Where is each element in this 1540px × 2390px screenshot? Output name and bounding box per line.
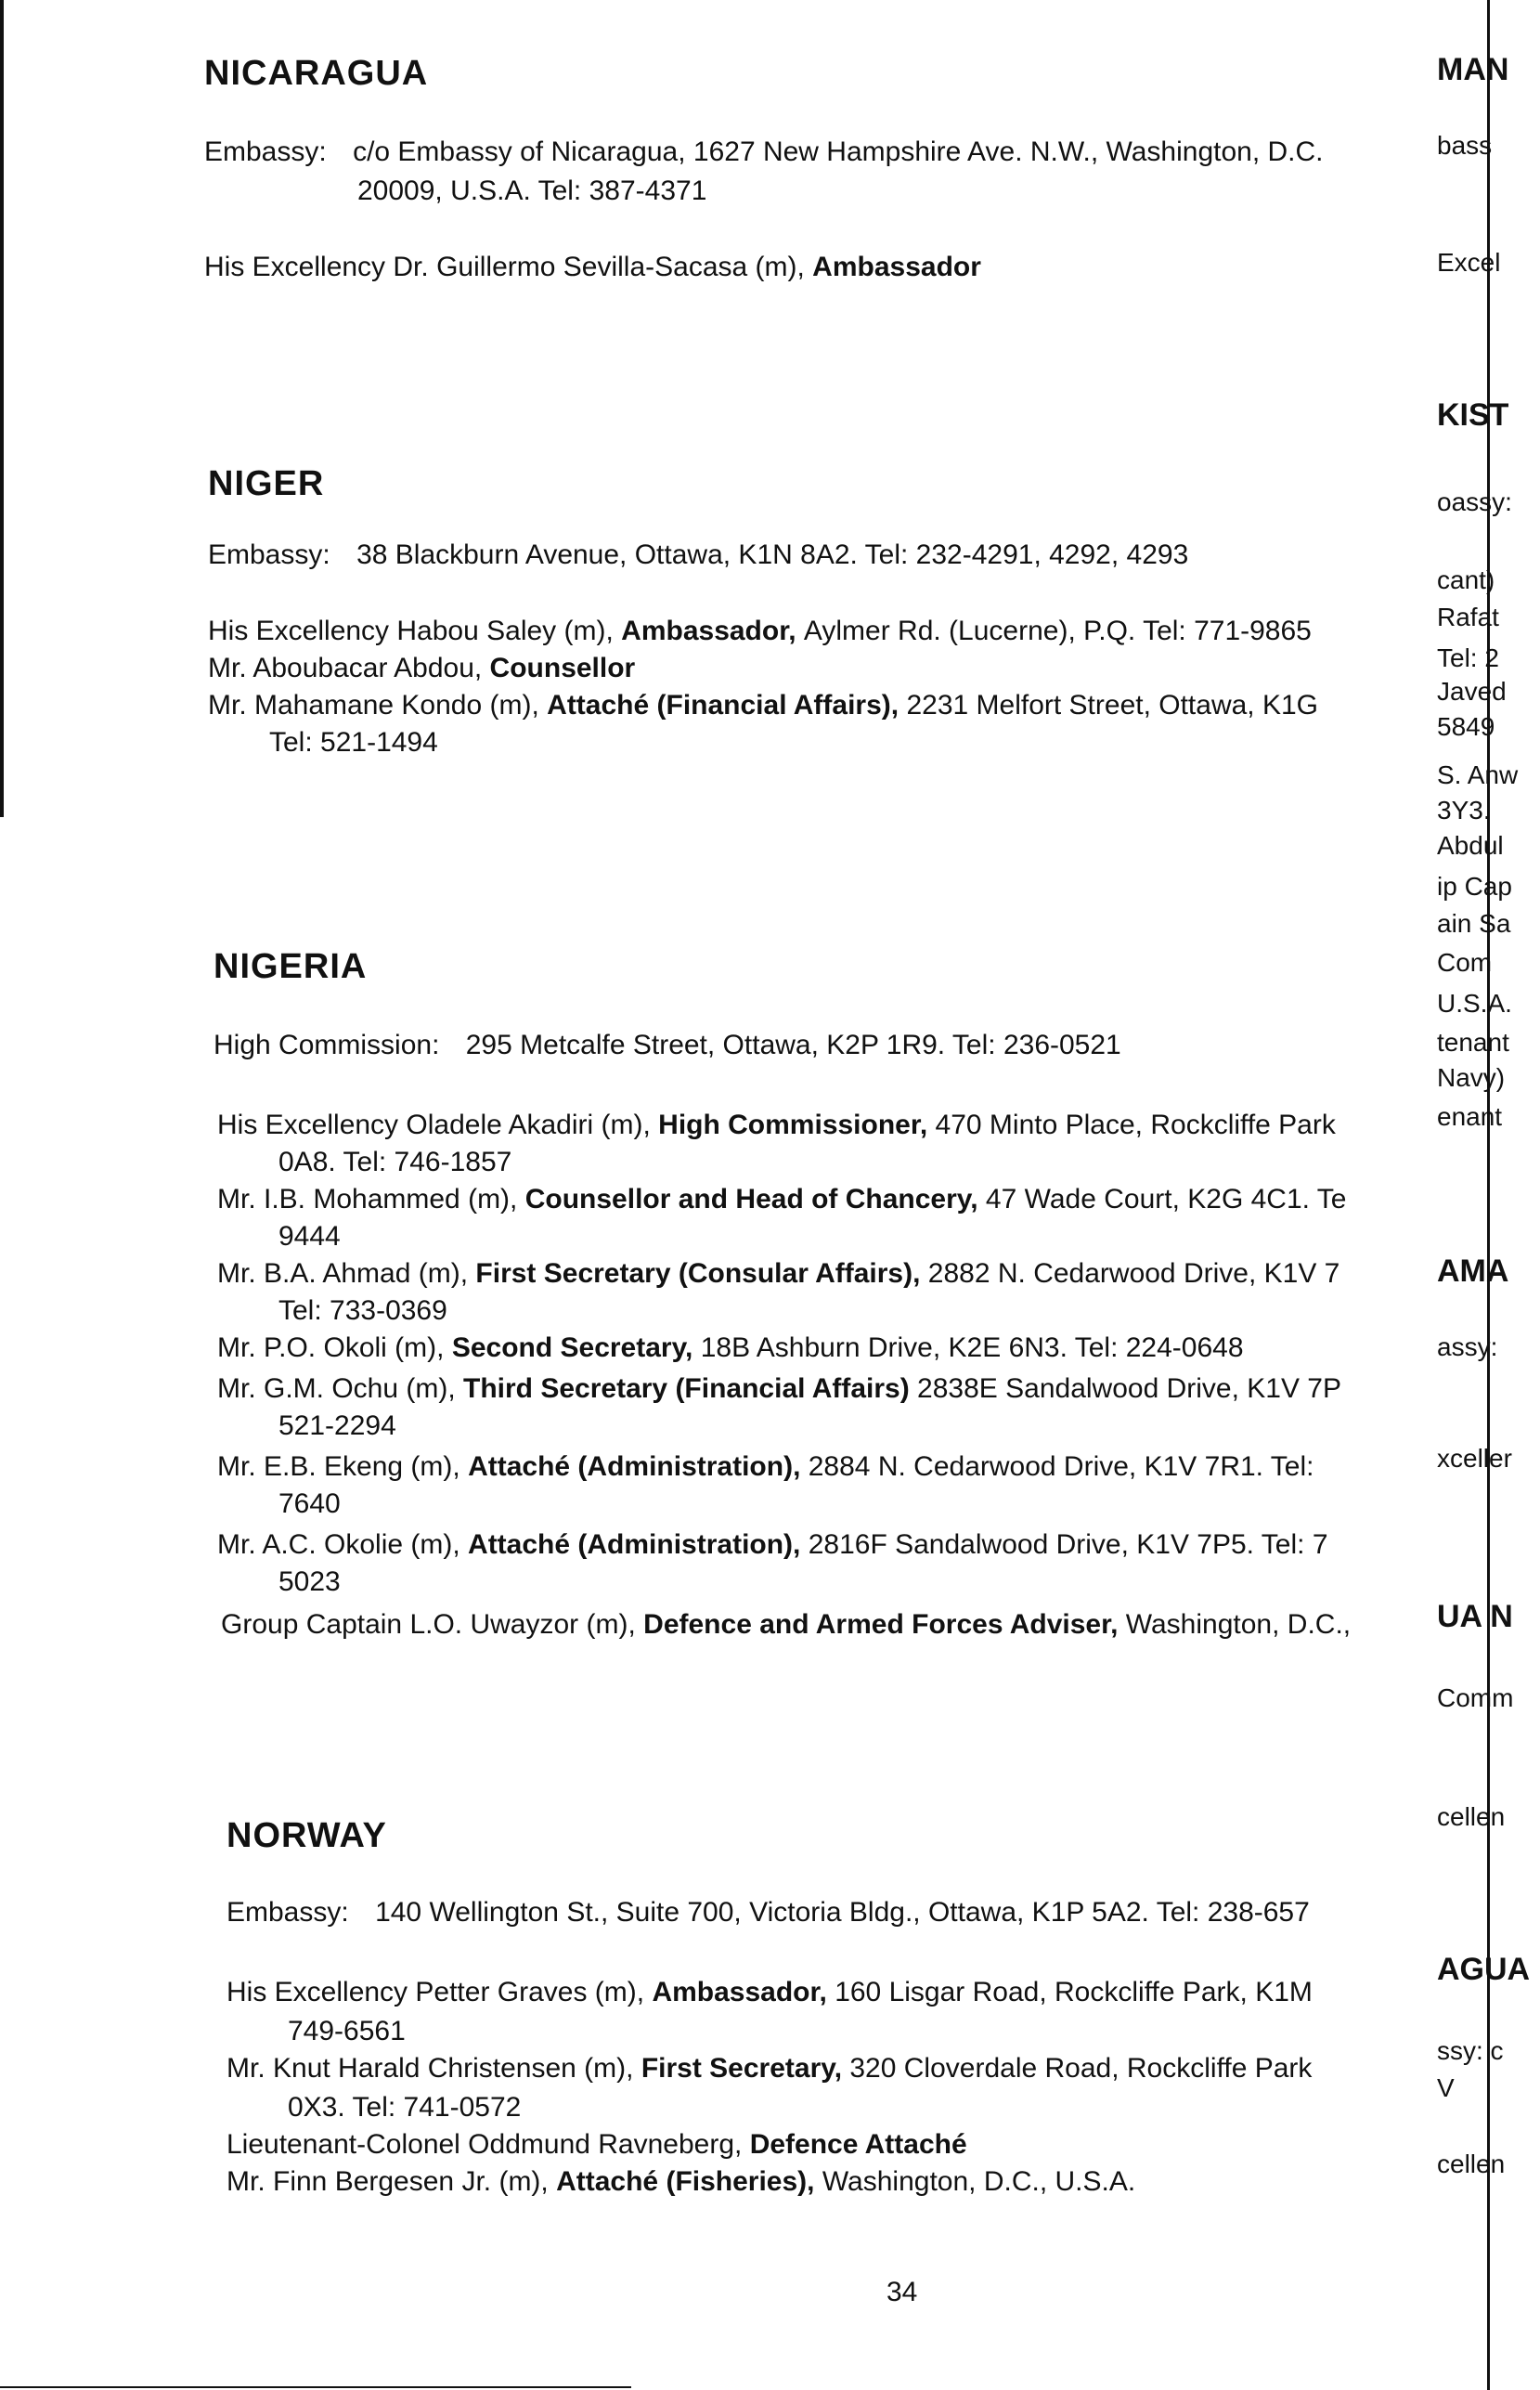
section-title-norway: NORWAY — [226, 1816, 387, 1855]
scan-edge-bottom — [0, 2386, 631, 2388]
edge-fragment: Javed — [1437, 677, 1507, 706]
staff-title: Attaché (Administration), — [468, 1451, 809, 1482]
edge-fragment: Abdul — [1437, 831, 1504, 860]
staff-details-continued: 0X3. Tel: 741-0572 — [288, 2092, 522, 2123]
nicaragua-embassy-line — [204, 134, 1324, 171]
staff-details: 2816F Sandalwood Drive, K1V 7P5. Tel: 7 — [808, 1529, 1328, 1560]
embassy-address: 140 Wellington St., Suite 700, Victoria Bldg., Ottawa, K1P 5A2. Tel: 238-657 — [375, 1897, 1310, 1928]
norway-embassy-line — [226, 1894, 1310, 1931]
staff-name: His Excellency Petter Graves (m), — [226, 1977, 653, 2007]
edge-fragment: V — [1437, 2073, 1455, 2102]
edge-fragment: U.S.A. — [1437, 989, 1512, 1018]
edge-fragment: cellen — [1437, 1802, 1506, 1831]
edge-fragment: enant — [1437, 1102, 1503, 1131]
embassy-label: Embassy: — [226, 1897, 349, 1928]
edge-fragment: Rafat — [1437, 603, 1499, 631]
staff-title: First Secretary (Consular Affairs), — [475, 1258, 928, 1289]
staff-title: Ambassador — [812, 252, 981, 282]
nigeria-staff-entry — [221, 1606, 1351, 1643]
nigeria-staff-entry — [217, 1107, 1336, 1144]
niger-embassy-line — [208, 537, 1188, 574]
edge-fragment: Com — [1437, 948, 1493, 977]
edge-fragment: AGUA — [1437, 1952, 1531, 1987]
niger-staff-entry — [208, 613, 1312, 650]
staff-title: Second Secretary, — [451, 1332, 701, 1363]
section-title-niger: NIGER — [208, 464, 325, 503]
edge-fragment: assy: — [1437, 1332, 1498, 1361]
staff-details: Aylmer Rd. (Lucerne), P.Q. Tel: 771-9865 — [803, 616, 1312, 646]
edge-fragment: cellen — [1437, 2150, 1506, 2178]
staff-details: 2884 N. Cedarwood Drive, K1V 7R1. Tel: — [808, 1451, 1314, 1482]
staff-title: First Secretary, — [641, 2053, 850, 2084]
embassy-label: Embassy: — [204, 136, 327, 167]
edge-fragment: ssy: c — [1437, 2036, 1504, 2065]
staff-name: His Excellency Oladele Akadiri (m), — [217, 1110, 659, 1140]
staff-title: Counsellor and Head of Chancery, — [524, 1184, 986, 1214]
commission-label: High Commission: — [214, 1030, 440, 1060]
staff-name: Lieutenant-Colonel Oddmund Ravneberg, — [226, 2129, 750, 2160]
nigeria-staff-entry — [217, 1330, 1244, 1367]
staff-name: Mr. Finn Bergesen Jr. (m), — [226, 2166, 557, 2197]
norway-staff-entry — [226, 2126, 967, 2163]
staff-details: Washington, D.C., — [1125, 1609, 1352, 1640]
embassy-address: c/o Embassy of Nicaragua, 1627 New Hampshire Ave. N.W., Washington, D.C. — [353, 136, 1324, 167]
staff-details-continued: 7640 — [278, 1488, 341, 1519]
edge-fragment: S. Anw — [1437, 760, 1519, 789]
staff-details: 2882 N. Cedarwood Drive, K1V 7 — [927, 1258, 1340, 1289]
staff-title: Attaché (Fisheries), — [556, 2166, 822, 2197]
staff-details-continued: 9444 — [278, 1221, 341, 1252]
staff-details-continued: Tel: 733-0369 — [278, 1295, 447, 1326]
scan-edge-left — [0, 0, 4, 817]
staff-details-continued: 521-2294 — [278, 1410, 396, 1441]
edge-fragment: 3Y3. — [1437, 796, 1491, 825]
staff-name: Group Captain L.O. Uwayzor (m), — [221, 1609, 644, 1640]
staff-name: Mr. A.C. Okolie (m), — [217, 1529, 469, 1560]
staff-title: Ambassador, — [652, 1977, 835, 2007]
staff-details-continued: Tel: 521-1494 — [269, 727, 438, 758]
staff-name: His Excellency Habou Saley (m), — [208, 616, 622, 646]
norway-staff-entry — [226, 1974, 1313, 2011]
edge-fragment: AMA — [1437, 1253, 1509, 1289]
nigeria-staff-entry — [217, 1370, 1341, 1408]
staff-details: 160 Lisgar Road, Rockcliffe Park, K1M — [835, 1977, 1313, 2007]
staff-name: Mr. P.O. Okoli (m), — [217, 1332, 452, 1363]
staff-details: 18B Ashburn Drive, K2E 6N3. Tel: 224-0648 — [700, 1332, 1244, 1363]
staff-details-continued: 0A8. Tel: 746-1857 — [278, 1147, 512, 1177]
staff-name: Mr. E.B. Ekeng (m), — [217, 1451, 469, 1482]
edge-fragment: Excel — [1437, 248, 1501, 277]
embassy-address: 38 Blackburn Avenue, Ottawa, K1N 8A2. Tel: 232-4291, 4292, 4293 — [356, 539, 1189, 570]
staff-details: 470 Minto Place, Rockcliffe Park — [935, 1110, 1336, 1140]
edge-fragment: UA N — [1437, 1599, 1513, 1634]
staff-name: Mr. Knut Harald Christensen (m), — [226, 2053, 641, 2084]
section-title-nigeria: NIGERIA — [214, 947, 368, 986]
edge-fragment: ip Cap — [1437, 872, 1512, 901]
page-number: 34 — [886, 2277, 918, 2307]
staff-details-continued: 5023 — [278, 1566, 341, 1597]
niger-staff-entry — [208, 687, 1318, 724]
section-title-nicaragua: NICARAGUA — [204, 54, 429, 93]
edge-fragment: xceller — [1437, 1444, 1512, 1473]
edge-fragment: Tel: 2 — [1437, 643, 1499, 672]
edge-fragment: cant) — [1437, 565, 1495, 594]
edge-fragment: oassy: — [1437, 487, 1512, 516]
edge-fragment: 5849 — [1437, 712, 1495, 741]
staff-title: High Commissioner, — [658, 1110, 936, 1140]
staff-details: Washington, D.C., U.S.A. — [822, 2166, 1136, 2197]
nicaragua-ambassador — [204, 249, 981, 286]
edge-fragment: ain Sa — [1437, 909, 1511, 938]
embassy-label: Embassy: — [208, 539, 330, 570]
edge-fragment: Comm — [1437, 1683, 1514, 1712]
staff-title: Third Secretary (Financial Affairs) — [463, 1373, 918, 1404]
staff-title: Defence and Armed Forces Adviser, — [643, 1609, 1126, 1640]
staff-title: Counsellor — [489, 653, 636, 683]
edge-fragment: tenant — [1437, 1028, 1509, 1057]
niger-staff-entry — [208, 650, 635, 687]
commission-address: 295 Metcalfe Street, Ottawa, K2P 1R9. Tel: 236-0521 — [465, 1030, 1121, 1060]
staff-title: Attaché (Financial Affairs), — [547, 690, 907, 721]
staff-name: Mr. G.M. Ochu (m), — [217, 1373, 464, 1404]
staff-details: 320 Cloverdale Road, Rockcliffe Park — [849, 2053, 1313, 2084]
staff-name: Mr. I.B. Mohammed (m), — [217, 1184, 525, 1214]
staff-details: 47 Wade Court, K2G 4C1. Te — [985, 1184, 1347, 1214]
staff-name: His Excellency Dr. Guillermo Sevilla-Sacasa (m), — [204, 252, 813, 282]
staff-name: Mr. B.A. Ahmad (m), — [217, 1258, 476, 1289]
page-gutter-line — [1487, 0, 1490, 2390]
edge-fragment: bass — [1437, 131, 1493, 160]
nigeria-staff-entry — [217, 1181, 1346, 1218]
norway-staff-entry — [226, 2050, 1312, 2087]
edge-fragment: Navy) — [1437, 1063, 1506, 1092]
staff-name: Mr. Aboubacar Abdou, — [208, 653, 490, 683]
staff-title: Defence Attaché — [749, 2129, 967, 2160]
staff-details-continued: 749-6561 — [288, 2016, 406, 2046]
nigeria-commission-line — [214, 1027, 1121, 1064]
staff-name: Mr. Mahamane Kondo (m), — [208, 690, 548, 721]
norway-staff-entry — [226, 2163, 1135, 2201]
nigeria-staff-entry — [217, 1448, 1314, 1486]
staff-title: Ambassador, — [621, 616, 804, 646]
nigeria-staff-entry — [217, 1255, 1339, 1292]
edge-fragment: MAN — [1437, 52, 1509, 87]
staff-details: 2231 Melfort Street, Ottawa, K1G — [906, 690, 1318, 721]
embassy-address-continued: 20009, U.S.A. Tel: 387-4371 — [357, 175, 707, 206]
nigeria-staff-entry — [217, 1526, 1328, 1564]
staff-details: 2838E Sandalwood Drive, K1V 7P — [917, 1373, 1342, 1404]
edge-fragment: KIST — [1437, 397, 1509, 433]
staff-title: Attaché (Administration), — [468, 1529, 809, 1560]
